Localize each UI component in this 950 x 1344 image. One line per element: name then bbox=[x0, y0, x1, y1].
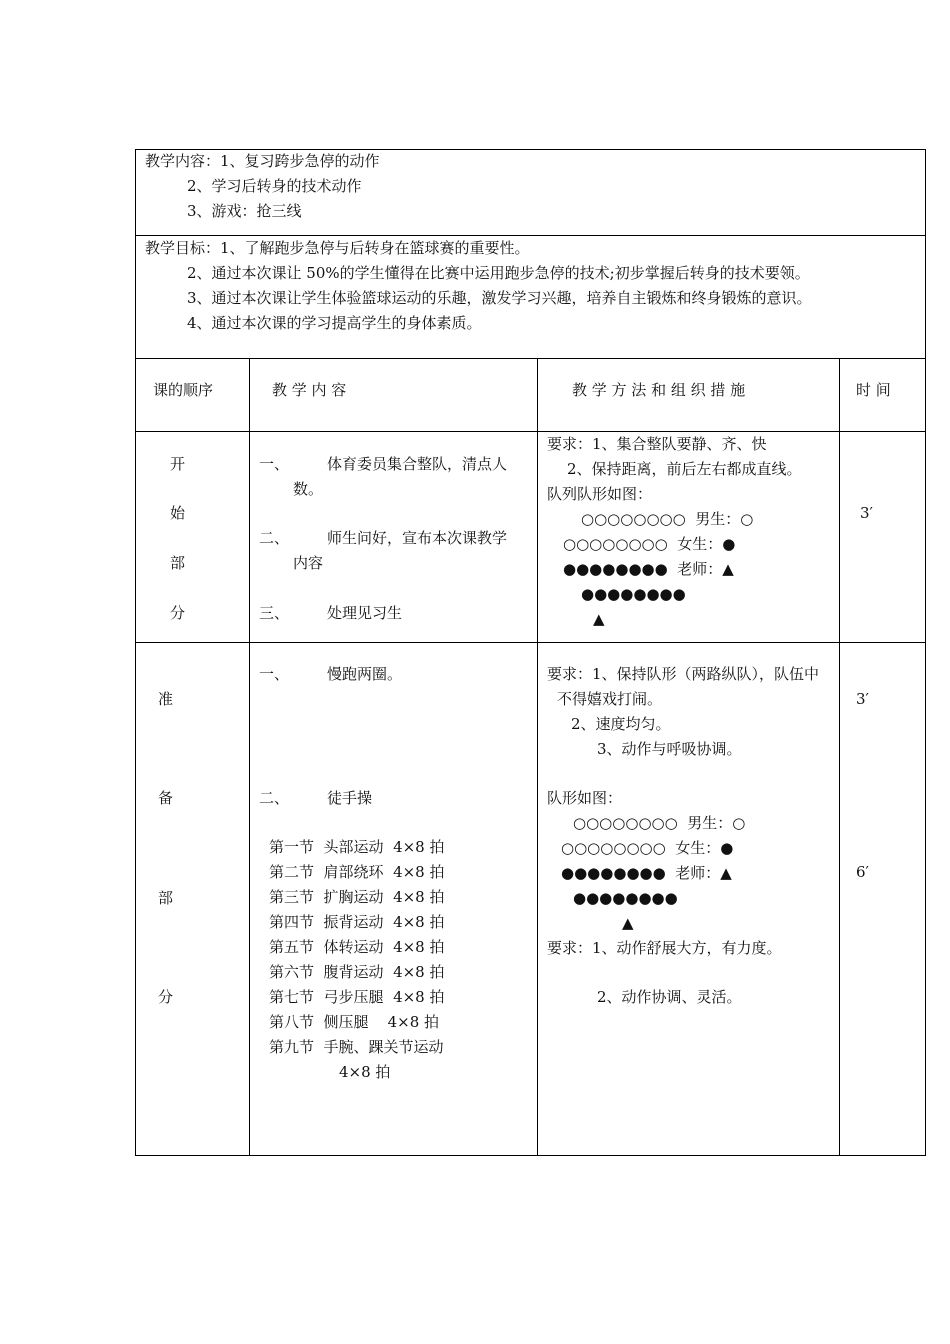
prep-time-1: 3′ bbox=[856, 690, 869, 708]
col-divider-3 bbox=[839, 358, 840, 1156]
start-item-2-line2: 内容 bbox=[293, 554, 324, 572]
prep-item-2-text: 徒手操 bbox=[327, 789, 373, 807]
prep-method-req5: 2、动作协调、灵活。 bbox=[597, 988, 742, 1006]
row-divider-columns bbox=[135, 358, 926, 359]
prep-label-4: 分 bbox=[158, 988, 174, 1006]
start-item-1-num: 一、 bbox=[259, 455, 290, 473]
start-formation-row4: ●●●●●●●● bbox=[581, 585, 686, 603]
content-line-2: 2、学习后转身的技术动作 bbox=[187, 177, 362, 195]
prep-time-2: 6′ bbox=[856, 863, 869, 881]
col-header-time: 时 间 bbox=[856, 381, 891, 399]
prep-item-1-text: 慢跑两圈。 bbox=[327, 665, 403, 683]
col-header-content: 教 学 内 容 bbox=[272, 381, 347, 399]
content-line-1: 教学内容：1、复习跨步急停的动作 bbox=[145, 152, 380, 170]
prep-item-2-num: 二、 bbox=[259, 789, 290, 807]
exercise-item: 第二节 肩部绕环 4×8 拍 bbox=[269, 863, 445, 881]
exercise-item: 第四节 振背运动 4×8 拍 bbox=[269, 913, 445, 931]
goal-line-4: 4、通过本次课的学习提高学生的身体素质。 bbox=[187, 314, 482, 332]
prep-label-2: 备 bbox=[158, 789, 174, 807]
start-item-2-num: 二、 bbox=[259, 529, 290, 547]
start-item-1-line1: 体育委员集合整队，清点人 bbox=[327, 455, 508, 473]
table-left-border bbox=[135, 149, 136, 1156]
start-label-1: 开 bbox=[170, 455, 186, 473]
exercise-item: 第八节 侧压腿 4×8 拍 bbox=[269, 1013, 440, 1031]
row-divider-prep bbox=[135, 642, 926, 643]
exercise-item: 第六节 腹背运动 4×8 拍 bbox=[269, 963, 445, 981]
start-item-2-line1: 师生问好，宣布本次课教学 bbox=[327, 529, 508, 547]
start-item-3-num: 三、 bbox=[259, 604, 290, 622]
prep-method-req1b: 不得嬉戏打闹。 bbox=[557, 690, 663, 708]
prep-method-req4: 要求：1、动作舒展大方，有力度。 bbox=[547, 939, 782, 957]
prep-method-req3: 3、动作与呼吸协调。 bbox=[597, 740, 742, 758]
exercise-item: 第五节 体转运动 4×8 拍 bbox=[269, 938, 445, 956]
prep-label-1: 准 bbox=[158, 690, 174, 708]
col-divider-1 bbox=[249, 358, 250, 1156]
col-header-order: 课的顺序 bbox=[153, 381, 214, 399]
table-bottom-border bbox=[135, 1155, 926, 1156]
prep-formation-row2: ○○○○○○○○ 女生：● bbox=[561, 839, 734, 857]
goal-line-3: 3、通过本次课让学生体验篮球运动的乐趣，激发学习兴趣，培养自主锻炼和终身锻炼的意识。 bbox=[187, 289, 812, 307]
prep-method-req1a: 要求：1、保持队形（两路纵队），队伍中 bbox=[547, 665, 820, 683]
start-formation-title: 队列队形如图： bbox=[547, 485, 653, 503]
start-formation-row1: ○○○○○○○○ 男生：○ bbox=[581, 510, 754, 528]
prep-formation-row4: ●●●●●●●● bbox=[573, 889, 678, 907]
row-divider-start bbox=[135, 431, 926, 432]
exercise-item-tail: 4×8 拍 bbox=[339, 1063, 391, 1081]
exercise-item: 第一节 头部运动 4×8 拍 bbox=[269, 838, 445, 856]
table-right-border bbox=[925, 149, 926, 1156]
start-formation-row3: ●●●●●●●● 老师：▲ bbox=[563, 560, 734, 578]
start-formation-row2: ○○○○○○○○ 女生：● bbox=[563, 535, 736, 553]
start-item-1-line2: 数。 bbox=[293, 480, 324, 498]
col-divider-2 bbox=[537, 358, 538, 1156]
prep-label-3: 部 bbox=[158, 889, 174, 907]
prep-formation-row1: ○○○○○○○○ 男生：○ bbox=[573, 814, 746, 832]
exercise-item: 第九节 手腕、踝关节运动 bbox=[269, 1038, 444, 1056]
prep-formation-title: 队形如图： bbox=[547, 789, 623, 807]
col-header-method: 教 学 方 法 和 组 织 措 施 bbox=[572, 381, 746, 399]
prep-formation-row3: ●●●●●●●● 老师：▲ bbox=[561, 864, 732, 882]
prep-method-req2: 2、速度均匀。 bbox=[571, 715, 671, 733]
start-label-4: 分 bbox=[170, 604, 186, 622]
goal-line-2: 2、通过本次课让 50%的学生懂得在比赛中运用跑步急停的技术;初步掌握后转身的技术要领。 bbox=[187, 264, 810, 282]
goal-line-1: 教学目标：1、了解跑步急停与后转身在篮球赛的重要性。 bbox=[145, 239, 530, 257]
start-label-2: 始 bbox=[170, 504, 186, 522]
content-line-3: 3、游戏：抢三线 bbox=[187, 202, 302, 220]
exercise-item: 第七节 弓步压腿 4×8 拍 bbox=[269, 988, 445, 1006]
start-formation-teacher: ▲ bbox=[593, 610, 605, 628]
start-time: 3′ bbox=[860, 504, 873, 522]
start-item-3-line1: 处理见习生 bbox=[327, 604, 403, 622]
prep-item-1-num: 一、 bbox=[259, 665, 290, 683]
prep-formation-teacher: ▲ bbox=[622, 914, 634, 932]
start-label-3: 部 bbox=[170, 554, 186, 572]
start-method-req1: 要求：1、集合整队要静、齐、快 bbox=[547, 435, 767, 453]
start-method-req2: 2、保持距离，前后左右都成直线。 bbox=[567, 460, 802, 478]
exercise-item: 第三节 扩胸运动 4×8 拍 bbox=[269, 888, 445, 906]
